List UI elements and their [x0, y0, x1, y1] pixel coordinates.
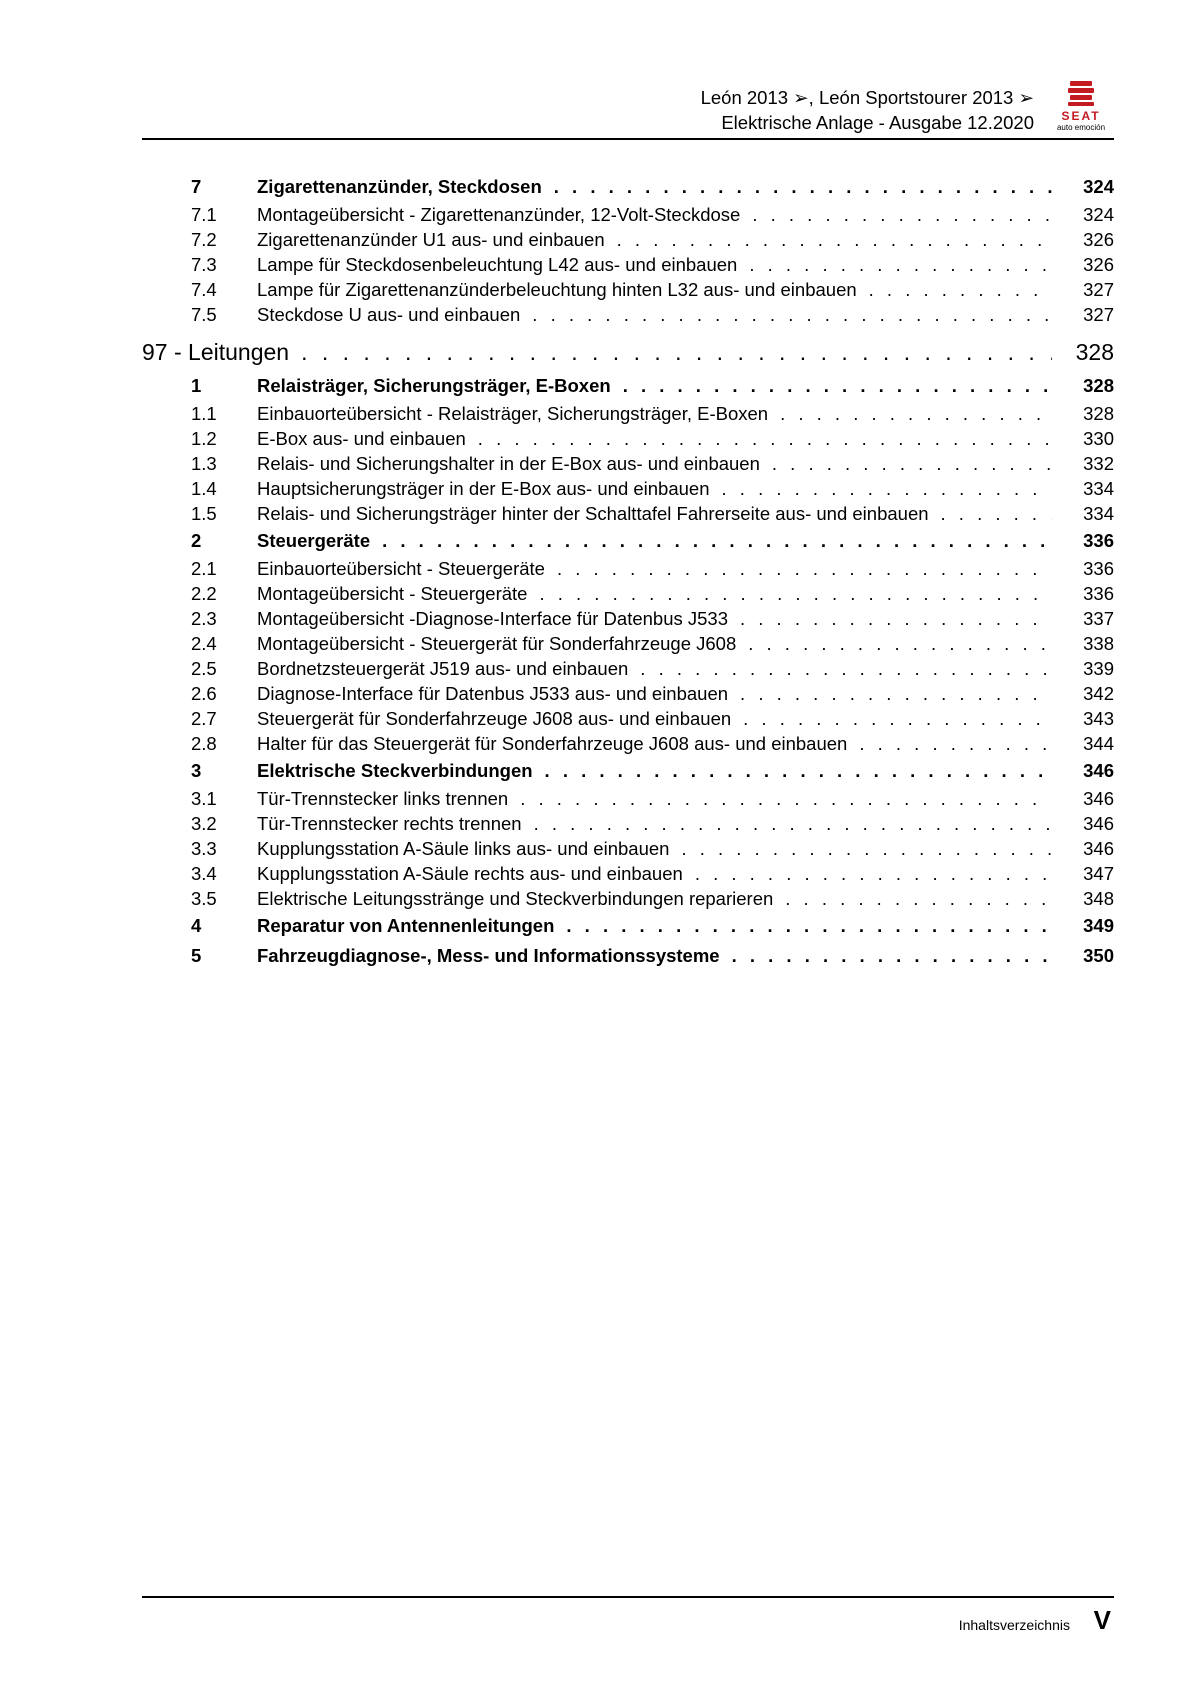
toc-title: Diagnose-Interface für Datenbus J533 aus- und einbauen — [257, 683, 729, 704]
toc-leader-dots — [539, 581, 1052, 606]
toc-number: 2.1 — [191, 558, 217, 579]
toc-leader-dots — [722, 476, 1052, 501]
toc-entry[interactable] — [142, 786, 1114, 811]
toc-leader-dots — [478, 426, 1052, 451]
toc-page-number: 337 — [1083, 608, 1114, 629]
toc-entry[interactable] — [142, 606, 1114, 631]
toc-entry[interactable] — [142, 631, 1114, 656]
toc-page-number: 343 — [1083, 708, 1114, 729]
toc-number: 5 — [191, 945, 202, 966]
header-model-line: León 2013 ➢, León Sportstourer 2013 ➢ — [700, 87, 1034, 108]
toc-entry[interactable] — [142, 202, 1114, 227]
toc-section[interactable] — [142, 941, 1114, 971]
toc-leader-dots — [740, 681, 1052, 706]
toc-leader-dots — [752, 202, 1052, 227]
toc-page-number: 344 — [1083, 733, 1114, 754]
toc-leader-dots — [749, 252, 1052, 277]
toc-title: Lampe für Zigarettenanzünderbeleuchtung hinten L32 aus- und einbauen — [257, 279, 857, 300]
toc-page-number: 328 — [1083, 403, 1114, 424]
toc-page-number: 330 — [1083, 428, 1114, 449]
toc-leader-dots — [869, 277, 1052, 302]
toc-title: Montageübersicht - Steuergerät für Sonderfahrzeuge J608 — [257, 633, 737, 654]
toc-number: 1 — [191, 375, 202, 396]
toc-section[interactable] — [142, 756, 1114, 786]
toc-number: 1.5 — [191, 503, 217, 524]
toc-title: Fahrzeugdiagnose-, Mess- und Informationssysteme — [257, 945, 720, 966]
toc-page-number: 324 — [1083, 204, 1114, 225]
footer-page-number: V — [1093, 1605, 1111, 1635]
toc-page-number: 336 — [1083, 558, 1114, 579]
page-header — [142, 80, 1114, 140]
toc-entry[interactable] — [142, 556, 1114, 581]
toc-chapter[interactable] — [142, 333, 1114, 371]
toc-number: 1.2 — [191, 428, 217, 449]
toc-leader-dots — [785, 886, 1052, 911]
toc-leader-dots — [681, 836, 1052, 861]
toc-section[interactable] — [142, 371, 1114, 401]
toc-leader-dots — [623, 371, 1052, 401]
toc-number: 7.2 — [191, 229, 217, 250]
toc-leader-dots — [743, 706, 1052, 731]
toc-page-number: 326 — [1083, 254, 1114, 275]
toc-leader-dots — [941, 501, 1052, 526]
toc-number: 7.5 — [191, 304, 217, 325]
header-edition-line: Elektrische Anlage - Ausgabe 12.2020 — [721, 112, 1034, 133]
toc-title: Tür-Trennstecker rechts trennen — [257, 813, 522, 834]
toc-page-number: 328 — [1075, 339, 1114, 365]
toc-page-number: 332 — [1083, 453, 1114, 474]
toc-title: Elektrische Steckverbindungen — [257, 760, 533, 781]
footer-divider — [142, 1596, 1114, 1598]
toc-page-number: 334 — [1083, 478, 1114, 499]
toc-page-number: 327 — [1083, 304, 1114, 325]
toc-section[interactable] — [142, 172, 1114, 202]
toc-title: Kupplungsstation A-Säule rechts aus- und einbauen — [257, 863, 683, 884]
toc-page-number: 350 — [1083, 945, 1114, 966]
toc-title: Steckdose U aus- und einbauen — [257, 304, 521, 325]
toc-leader-dots — [740, 606, 1052, 631]
toc-number: 2.4 — [191, 633, 217, 654]
toc-entry[interactable] — [142, 426, 1114, 451]
toc-title: Reparatur von Antennenleitungen — [257, 915, 555, 936]
toc-entry[interactable] — [142, 886, 1114, 911]
toc-entry[interactable] — [142, 861, 1114, 886]
toc-page-number: 327 — [1083, 279, 1114, 300]
toc-entry[interactable] — [142, 836, 1114, 861]
toc-number: 3.5 — [191, 888, 217, 909]
toc-leader-dots — [640, 656, 1052, 681]
toc-number: 3 — [191, 760, 202, 781]
toc-leader-dots — [532, 302, 1052, 327]
header-divider — [142, 138, 1114, 140]
toc-entry[interactable] — [142, 277, 1114, 302]
svg-text:auto emoción: auto emoción — [1056, 123, 1106, 132]
toc-leader-dots — [695, 861, 1052, 886]
toc-leader-dots — [566, 911, 1052, 941]
toc-section[interactable] — [142, 911, 1114, 941]
toc-title: Zigarettenanzünder U1 aus- und einbauen — [257, 229, 605, 250]
toc-title: Einbauorteübersicht - Steuergeräte — [257, 558, 545, 579]
toc-entry[interactable] — [142, 581, 1114, 606]
toc-entry[interactable] — [142, 706, 1114, 731]
toc-entry[interactable] — [142, 227, 1114, 252]
toc-number: 2.8 — [191, 733, 217, 754]
toc-page-number: 349 — [1083, 915, 1114, 936]
toc-title: Relais- und Sicherungshalter in der E-Box aus- und einbauen — [257, 453, 760, 474]
toc-entry[interactable] — [142, 302, 1114, 327]
toc-number: 3.4 — [191, 863, 217, 884]
toc-leader-dots — [534, 811, 1052, 836]
toc-entry[interactable] — [142, 252, 1114, 277]
toc-entry[interactable] — [142, 401, 1114, 426]
toc-page-number: 324 — [1083, 176, 1114, 197]
toc-entry[interactable] — [142, 451, 1114, 476]
toc-title: Steuergeräte — [257, 530, 371, 551]
footer-section-label: Inhaltsverzeichnis — [958, 1617, 1070, 1633]
toc-page-number: 346 — [1083, 813, 1114, 834]
toc-title: 97 - Leitungen — [142, 339, 290, 365]
toc-title: Montageübersicht -Diagnose-Interface für Datenbus J533 — [257, 608, 728, 629]
toc-number: 3.3 — [191, 838, 217, 859]
toc-page-number: 338 — [1083, 633, 1114, 654]
toc-title: E-Box aus- und einbauen — [257, 428, 466, 449]
toc-page-number: 328 — [1083, 375, 1114, 396]
toc-page-number: 342 — [1083, 683, 1114, 704]
toc-leader-dots — [520, 786, 1052, 811]
toc-page-number: 334 — [1083, 503, 1114, 524]
toc-leader-dots — [554, 172, 1052, 202]
toc-leader-dots — [557, 556, 1052, 581]
toc-title: Lampe für Steckdosenbeleuchtung L42 aus- und einbauen — [257, 254, 738, 275]
toc-title: Relaisträger, Sicherungsträger, E-Boxen — [257, 375, 611, 396]
toc-number: 2.2 — [191, 583, 217, 604]
toc-title: Elektrische Leitungsstränge und Steckverbindungen reparieren — [257, 888, 774, 909]
toc-leader-dots — [772, 451, 1052, 476]
toc-leader-dots — [301, 333, 1052, 371]
toc-leader-dots — [859, 731, 1052, 756]
toc-leader-dots — [748, 631, 1052, 656]
toc-leader-dots — [732, 941, 1052, 971]
toc-page-number: 346 — [1083, 788, 1114, 809]
toc-page-number: 346 — [1083, 760, 1114, 781]
toc-title: Steuergerät für Sonderfahrzeuge J608 aus- und einbauen — [257, 708, 732, 729]
toc-title: Tür-Trennstecker links trennen — [257, 788, 509, 809]
toc-entry[interactable] — [142, 731, 1114, 756]
toc-leader-dots — [780, 401, 1052, 426]
toc-number: 3.1 — [191, 788, 217, 809]
toc-title: Montageübersicht - Zigarettenanzünder, 12-Volt-Steckdose — [257, 204, 741, 225]
toc-number: 2.5 — [191, 658, 217, 679]
toc-number: 1.3 — [191, 453, 217, 474]
toc-page-number: 336 — [1083, 583, 1114, 604]
toc-number: 7.4 — [191, 279, 217, 300]
toc-page-number: 348 — [1083, 888, 1114, 909]
toc-title: Bordnetzsteuergerät J519 aus- und einbauen — [257, 658, 629, 679]
toc-entry[interactable] — [142, 501, 1114, 526]
toc-page-number: 326 — [1083, 229, 1114, 250]
seat-logo-icon — [1048, 80, 1114, 134]
toc-section[interactable] — [142, 526, 1114, 556]
toc-number: 1.1 — [191, 403, 217, 424]
toc-title: Einbauorteübersicht - Relaisträger, Sicherungsträger, E-Boxen — [257, 403, 769, 424]
toc-number: 3.2 — [191, 813, 217, 834]
toc-title: Halter für das Steuergerät für Sonderfahrzeuge J608 aus- und einbauen — [257, 733, 848, 754]
toc-number: 7.1 — [191, 204, 217, 225]
toc-entry[interactable] — [142, 811, 1114, 836]
toc-number: 7.3 — [191, 254, 217, 275]
toc-title: Kupplungsstation A-Säule links aus- und einbauen — [257, 838, 670, 859]
toc-title: Hauptsicherungsträger in der E-Box aus- und einbauen — [257, 478, 710, 499]
toc-title: Montageübersicht - Steuergeräte — [257, 583, 528, 604]
toc-title: Relais- und Sicherungsträger hinter der Schalttafel Fahrerseite aus- und einbauen — [257, 503, 929, 524]
toc-number: 2.6 — [191, 683, 217, 704]
toc-leader-dots — [617, 227, 1052, 252]
svg-text:SEAT: SEAT — [1061, 109, 1101, 123]
toc-title: Zigarettenanzünder, Steckdosen — [257, 176, 542, 197]
table-of-contents — [142, 172, 1114, 971]
toc-number: 2.3 — [191, 608, 217, 629]
toc-entry[interactable] — [142, 681, 1114, 706]
toc-page-number: 346 — [1083, 838, 1114, 859]
toc-number: 2 — [191, 530, 202, 551]
toc-leader-dots — [382, 526, 1052, 556]
toc-leader-dots — [545, 756, 1052, 786]
toc-number: 4 — [191, 915, 202, 936]
toc-number: 7 — [191, 176, 202, 197]
toc-number: 1.4 — [191, 478, 217, 499]
toc-page-number: 347 — [1083, 863, 1114, 884]
toc-number: 2.7 — [191, 708, 217, 729]
toc-entry[interactable] — [142, 476, 1114, 501]
toc-page-number: 336 — [1083, 530, 1114, 551]
toc-entry[interactable] — [142, 656, 1114, 681]
toc-page-number: 339 — [1083, 658, 1114, 679]
